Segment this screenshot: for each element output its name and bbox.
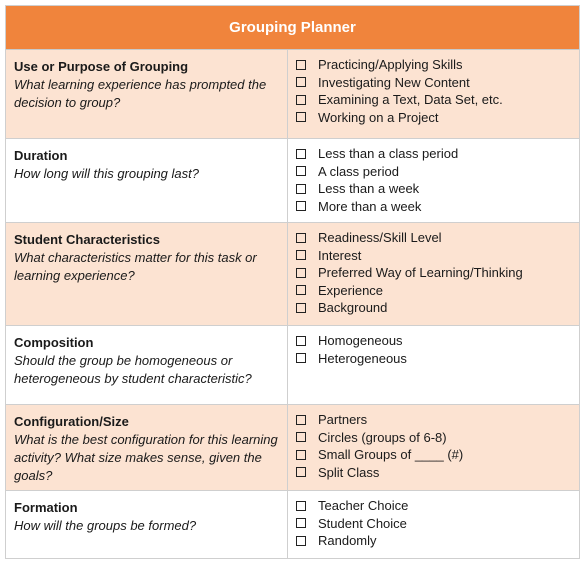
row-configuration-size	[6, 405, 579, 491]
option-label: More than a week	[318, 198, 422, 214]
question-cell	[6, 223, 288, 325]
option-label: Small Groups of ____ (#)	[318, 447, 464, 462]
option-item[interactable]	[296, 446, 573, 464]
option-label: Circles (groups of 6-8)	[318, 429, 447, 445]
question-cell	[6, 405, 288, 490]
checkbox-icon[interactable]	[296, 518, 306, 528]
option-label: Examining a Text, Data Set, etc.	[318, 92, 503, 107]
option-item[interactable]	[296, 56, 573, 74]
option-label: Randomly	[318, 533, 377, 548]
option-label: Interest	[318, 247, 362, 263]
options-cell	[288, 50, 579, 138]
option-item[interactable]	[296, 515, 573, 533]
option-label: Split Class	[318, 464, 380, 480]
option-label: A class period	[318, 163, 399, 179]
checkbox-icon[interactable]	[296, 303, 306, 313]
row-formation	[6, 491, 579, 558]
option-label: Teacher Choice	[318, 498, 409, 513]
checkbox-icon[interactable]	[296, 184, 306, 194]
grouping-planner-table	[5, 5, 580, 559]
option-label: Partners	[318, 412, 368, 427]
row-prompt: What is the best configuration for this learning activity? What size makes sense, given the goals?	[14, 432, 278, 483]
option-item[interactable]	[296, 198, 573, 216]
option-label: Student Choice	[318, 515, 407, 531]
checkbox-icon[interactable]	[296, 233, 306, 243]
option-item[interactable]	[296, 350, 573, 368]
row-prompt: How long will this grouping last?	[14, 166, 199, 181]
row-prompt: How will the groups be formed?	[14, 518, 197, 533]
question-cell	[6, 326, 288, 404]
option-item[interactable]	[296, 264, 573, 282]
option-label: Experience	[318, 282, 384, 298]
option-label: Working on a Project	[318, 109, 439, 125]
option-item[interactable]	[296, 464, 573, 482]
checkbox-icon[interactable]	[296, 268, 306, 278]
options-cell	[288, 223, 579, 325]
checkbox-icon[interactable]	[296, 285, 306, 295]
option-item[interactable]	[296, 247, 573, 265]
row-purpose	[6, 50, 579, 139]
option-label: Background	[318, 300, 388, 315]
checkbox-icon[interactable]	[296, 336, 306, 346]
option-label: Readiness/Skill Level	[318, 230, 442, 245]
checkbox-icon[interactable]	[296, 166, 306, 176]
row-prompt: What learning experience has prompted the decision to group?	[14, 77, 267, 110]
row-heading: Use or Purpose of Grouping	[14, 59, 189, 74]
option-item[interactable]	[296, 429, 573, 447]
option-item[interactable]	[296, 74, 573, 92]
checkbox-icon[interactable]	[296, 467, 306, 477]
option-item[interactable]	[296, 180, 573, 198]
question-cell	[6, 50, 288, 138]
row-heading: Formation	[14, 500, 78, 515]
checkbox-icon[interactable]	[296, 250, 306, 260]
row-heading: Student Characteristics	[14, 232, 160, 247]
question-cell	[6, 491, 288, 558]
option-label: Heterogeneous	[318, 350, 407, 366]
checkbox-icon[interactable]	[296, 95, 306, 105]
option-item[interactable]	[296, 91, 573, 109]
row-heading: Duration	[14, 148, 68, 163]
row-student-characteristics	[6, 223, 579, 326]
checkbox-icon[interactable]	[296, 149, 306, 159]
option-item[interactable]	[296, 532, 573, 550]
options-cell	[288, 139, 579, 222]
checkbox-icon[interactable]	[296, 450, 306, 460]
row-heading: Configuration/Size	[14, 414, 129, 429]
checkbox-icon[interactable]	[296, 60, 306, 70]
option-item[interactable]	[296, 109, 573, 127]
option-label: Homogeneous	[318, 333, 403, 348]
option-item[interactable]	[296, 229, 573, 247]
options-cell	[288, 326, 579, 404]
option-label: Preferred Way of Learning/Thinking	[318, 265, 523, 280]
row-duration	[6, 139, 579, 223]
option-item[interactable]	[296, 497, 573, 515]
checkbox-icon[interactable]	[296, 353, 306, 363]
row-prompt: What characteristics matter for this task or learning experience?	[14, 250, 257, 283]
option-item[interactable]	[296, 332, 573, 350]
row-heading: Composition	[14, 335, 94, 350]
option-item[interactable]	[296, 282, 573, 300]
checkbox-icon[interactable]	[296, 415, 306, 425]
checkbox-icon[interactable]	[296, 201, 306, 211]
option-label: Less than a week	[318, 181, 420, 196]
checkbox-icon[interactable]	[296, 536, 306, 546]
option-item[interactable]	[296, 145, 573, 163]
options-cell	[288, 491, 579, 558]
row-composition	[6, 326, 579, 405]
checkbox-icon[interactable]	[296, 112, 306, 122]
checkbox-icon[interactable]	[296, 501, 306, 511]
option-item[interactable]	[296, 411, 573, 429]
option-label: Less than a class period	[318, 146, 459, 161]
option-label: Practicing/Applying Skills	[318, 57, 463, 72]
options-cell	[288, 405, 579, 490]
checkbox-icon[interactable]	[296, 77, 306, 87]
option-item[interactable]	[296, 299, 573, 317]
checkbox-icon[interactable]	[296, 432, 306, 442]
planner-title: Grouping Planner	[6, 6, 579, 50]
question-cell	[6, 139, 288, 222]
option-label: Investigating New Content	[318, 74, 470, 90]
row-prompt: Should the group be homogeneous or heterogeneous by student characteristic?	[14, 353, 252, 386]
option-item[interactable]	[296, 163, 573, 181]
